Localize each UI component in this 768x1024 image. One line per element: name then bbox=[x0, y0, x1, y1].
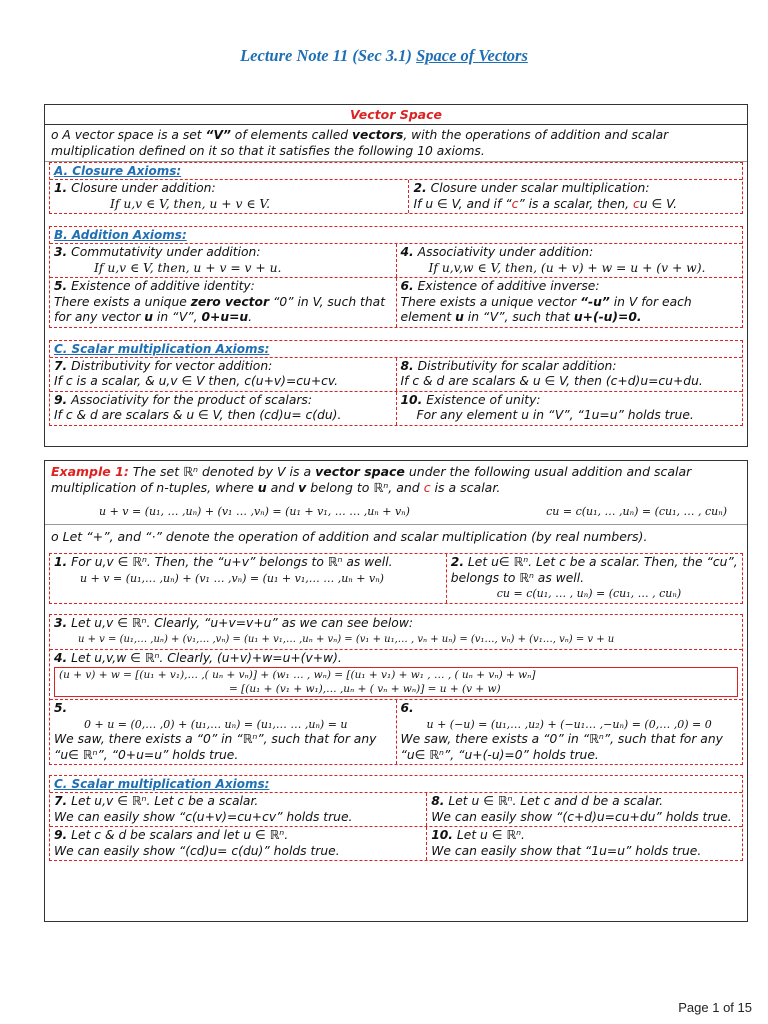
example-term: u bbox=[257, 480, 267, 495]
axiom-number: 5. bbox=[54, 279, 68, 293]
scalar-c: c bbox=[511, 196, 519, 211]
example-addition-section bbox=[49, 614, 743, 766]
example-text: Let u ∈ ℝⁿ. Let c and d be a scalar. bbox=[448, 794, 664, 808]
axiom-title: Existence of unity: bbox=[426, 392, 541, 407]
example-intro bbox=[45, 461, 747, 499]
example-label: Example 1: bbox=[51, 464, 129, 479]
example-formula: u + (−u) = (u₁,… ,u₂) + (−u₁… ,−uₙ) = (0,… ,0) = 0 bbox=[426, 717, 712, 731]
axiom-row bbox=[50, 180, 742, 213]
axiom-title: Closure under scalar multiplication: bbox=[430, 181, 650, 195]
axiom-2 bbox=[408, 180, 742, 213]
axiom-number: 1. bbox=[54, 181, 68, 195]
axiom-text: If c & d are scalars & u ∈ V, then (cd)u= c(du). bbox=[54, 408, 342, 422]
example-4 bbox=[50, 650, 742, 700]
axiom-formula: ” is a scalar, then, bbox=[518, 196, 633, 211]
axiom-term: u+(-u)=0. bbox=[573, 310, 642, 324]
axiom-number: 3. bbox=[54, 615, 68, 630]
axiom-row bbox=[50, 278, 742, 327]
page-number: Page 1 of 15 bbox=[678, 1000, 752, 1015]
axiom-term: 0+u=u bbox=[201, 310, 249, 324]
example-text: Let u,v ∈ ℝⁿ. Let c be a scalar. bbox=[71, 794, 259, 808]
example-term: vector space bbox=[315, 464, 405, 479]
example-row bbox=[50, 650, 742, 701]
example-definitions bbox=[45, 499, 747, 525]
intro-vectors: vectors bbox=[352, 128, 404, 142]
vector-space-box bbox=[44, 104, 748, 447]
example-text: The set ℝⁿ denoted by V is a bbox=[128, 464, 316, 479]
example-text: For u,v ∈ ℝⁿ. Then, the “u+v” belongs to ℝⁿ as well. bbox=[71, 555, 393, 569]
axiom-formula: u ∈ V. bbox=[639, 196, 677, 211]
example-formula: u + v = (u₁,… ,uₙ) + (v₁ … ,vₙ) = (u₁ + v₁,… … ,uₙ + vₙ) bbox=[80, 571, 384, 585]
example-6 bbox=[396, 700, 743, 764]
example-text: under the following usual addition and scalar multiplication of n-tuples, where bbox=[51, 464, 692, 495]
intro-text: of elements called bbox=[230, 128, 352, 142]
closure-axioms-heading: A. Closure Axioms: bbox=[50, 163, 742, 180]
axiom-title: Closure under addition: bbox=[71, 181, 216, 195]
example-text: Let u,v ∈ ℝⁿ. Clearly, “u+v=v+u” as we can see below: bbox=[71, 615, 414, 630]
closure-axioms-section bbox=[49, 162, 743, 214]
example-text: is a scalar. bbox=[430, 480, 501, 495]
axiom-number: 8. bbox=[400, 358, 414, 373]
axiom-term: u bbox=[144, 310, 154, 324]
axiom-number: 4. bbox=[400, 245, 414, 259]
axiom-text: in V for each element bbox=[400, 294, 692, 324]
axiom-1 bbox=[50, 180, 408, 213]
example-term: v bbox=[298, 480, 307, 495]
intro-text: o A vector space is a set bbox=[51, 128, 206, 142]
axiom-number: 3. bbox=[54, 245, 68, 259]
addition-axioms-heading: B. Addition Axioms: bbox=[50, 227, 742, 244]
axiom-number: 6. bbox=[400, 279, 414, 293]
axiom-8 bbox=[396, 358, 743, 391]
axiom-5 bbox=[50, 278, 396, 327]
example-text: We can easily show “(cd)u= c(du)” holds true. bbox=[54, 843, 340, 858]
example-operations-note: o Let “+”, and “·” denote the operation of addition and scalar multiplication (by real numbers). bbox=[51, 529, 648, 544]
axiom-text: If c & d are scalars & u ∈ V, then (c+d)u=cu+du. bbox=[400, 374, 703, 388]
example-text: We saw, there exists a “0” in “ℝⁿ”, such that for any “u∈ ℝⁿ”, “u+(-u)=0” holds true. bbox=[400, 732, 723, 762]
example-scalar-section bbox=[49, 775, 743, 861]
example-row bbox=[50, 700, 742, 764]
axiom-text: in “V”, bbox=[153, 310, 202, 324]
example-9 bbox=[50, 827, 426, 860]
example-row bbox=[50, 793, 742, 827]
axiom-text: For any element u in “V”, “1u=u” holds true. bbox=[416, 408, 694, 422]
addition-axioms-section bbox=[49, 226, 743, 328]
axiom-title: Distributivity for vector addition: bbox=[71, 358, 273, 373]
axiom-number: 2. bbox=[450, 555, 464, 569]
example-text: We saw, there exists a “0” in “ℝⁿ”, such that for any “u∈ ℝⁿ”, “0+u=u” holds true. bbox=[54, 732, 377, 762]
example-row bbox=[50, 554, 742, 603]
axiom-number: 9. bbox=[54, 392, 68, 407]
example-scalar-heading: C. Scalar multiplication Axioms: bbox=[50, 776, 742, 793]
axiom-text: There exists a unique vector bbox=[400, 294, 581, 309]
axiom-row bbox=[50, 392, 742, 425]
example-5 bbox=[50, 700, 396, 764]
example-7 bbox=[50, 793, 426, 826]
axiom-row bbox=[50, 358, 742, 392]
scalar-c: c bbox=[423, 480, 431, 495]
axiom-title: Associativity for the product of scalars: bbox=[71, 392, 312, 407]
example-text: We can easily show “(c+d)u=cu+du” holds true. bbox=[431, 809, 732, 824]
example-text: Let u,v,w ∈ ℝⁿ. Clearly, (u+v)+w=u+(v+w). bbox=[71, 650, 342, 665]
axiom-title: Existence of additive inverse: bbox=[417, 279, 600, 293]
example-row bbox=[50, 615, 742, 650]
vector-space-heading: Vector Space bbox=[45, 105, 747, 125]
example-text: Let c & d be scalars and let u ∈ ℝⁿ. bbox=[71, 828, 289, 842]
axiom-9 bbox=[50, 392, 396, 425]
axiom-formula: If u,v ∈ V, then, u + v = v + u. bbox=[94, 260, 282, 275]
axiom-number: 8. bbox=[431, 794, 445, 808]
scalar-axioms-heading: C. Scalar multiplication Axioms: bbox=[50, 341, 742, 358]
axiom-text: There exists a unique bbox=[54, 294, 191, 309]
axiom-title: Existence of additive identity: bbox=[71, 279, 255, 293]
axiom-number: 10. bbox=[431, 828, 453, 842]
axiom-10 bbox=[396, 392, 743, 425]
example-10 bbox=[426, 827, 742, 860]
scalar-c: c bbox=[632, 196, 640, 211]
example-text: and bbox=[266, 480, 299, 495]
example-text: belong to ℝⁿ, and bbox=[306, 480, 424, 495]
example-box bbox=[44, 460, 748, 922]
axiom-title: Commutativity under addition: bbox=[71, 245, 261, 259]
example-4-formula-box bbox=[54, 667, 738, 697]
axiom-formula: If u ∈ V, and if “ bbox=[413, 196, 512, 211]
vector-space-intro bbox=[45, 125, 747, 162]
axiom-4 bbox=[396, 244, 743, 277]
example-closure-section bbox=[49, 553, 743, 604]
axiom-term: zero vector bbox=[190, 294, 270, 309]
axiom-text: . bbox=[248, 310, 253, 324]
example-formula: u + v = (u₁,… ,uₙ) + (v₁,… ,vₙ) = (u₁ + v₁,… ,uₙ + vₙ) = (v₁ + u₁,… , vₙ + uₙ) = (v₁…, vₙ) + (v₁…, vₙ) = v + u bbox=[78, 634, 615, 645]
example-2 bbox=[446, 554, 742, 603]
axiom-number: 6. bbox=[400, 701, 414, 715]
axiom-6 bbox=[396, 278, 743, 327]
example-text: We can easily show “c(u+v)=cu+cv” holds true. bbox=[54, 809, 353, 824]
axiom-text: “0” in V, such that for any vector bbox=[54, 294, 386, 324]
axiom-formula: If u,v ∈ V, then, u + v ∈ V. bbox=[110, 196, 270, 211]
axiom-text: in “V”, such that bbox=[463, 310, 574, 324]
scalar-definition: cu = c(u₁, … ,uₙ) = (cu₁, … , cuₙ) bbox=[546, 505, 727, 518]
axiom-title: Distributivity for scalar addition: bbox=[417, 358, 617, 373]
axiom-term: “-u” bbox=[580, 294, 610, 309]
scalar-axioms-section bbox=[49, 340, 743, 426]
example-formula: 0 + u = (0,… ,0) + (u₁,… uₙ) = (u₁,… … ,uₙ) = u bbox=[84, 717, 348, 731]
axiom-row bbox=[50, 244, 742, 278]
intro-v: “V” bbox=[205, 128, 231, 142]
example-formula: = [(u₁ + (v₁ + w₁),… ,uₙ + ( vₙ + wₙ)] = u + (v + w) bbox=[229, 683, 501, 695]
axiom-text: If c is a scalar, & u,v ∈ V then, c(u+v)=cu+cv. bbox=[54, 374, 339, 388]
axiom-3 bbox=[50, 244, 396, 277]
axiom-number: 9. bbox=[54, 828, 68, 842]
axiom-number: 2. bbox=[413, 181, 427, 195]
axiom-title: Associativity under addition: bbox=[417, 245, 594, 259]
example-text: Let u∈ ℝⁿ. Let c be a scalar. Then, the “cu”, belongs to ℝⁿ as well. bbox=[450, 555, 738, 585]
example-formula: cu = c(u₁, … , uₙ) = (cu₁, … , cuₙ) bbox=[496, 587, 682, 600]
page-title bbox=[0, 46, 768, 66]
example-8 bbox=[426, 793, 742, 826]
axiom-number: 7. bbox=[54, 794, 68, 808]
example-text: We can easily show that “1u=u” holds true. bbox=[431, 843, 702, 858]
example-text: Let u ∈ ℝⁿ. bbox=[456, 828, 525, 842]
axiom-7 bbox=[50, 358, 396, 391]
example-1 bbox=[50, 554, 446, 603]
axiom-formula: If u,v,w ∈ V, then, (u + v) + w = u + (v + w). bbox=[428, 260, 706, 275]
title-link[interactable]: Space of Vectors bbox=[416, 46, 528, 65]
sum-definition: u + v = (u₁, … ,uₙ) + (v₁ … ,vₙ) = (u₁ + v₁, … … ,uₙ + vₙ) bbox=[99, 505, 410, 518]
example-3 bbox=[50, 615, 742, 649]
axiom-number: 5. bbox=[54, 701, 68, 715]
axiom-number: 4. bbox=[54, 650, 68, 665]
example-formula: (u + v) + w = [(u₁ + v₁),… ,( uₙ + vₙ)] + (w₁ … , wₙ) = [(u₁ + v₁) + w₁ , … , ( uₙ + vₙ) + wₙ] bbox=[59, 669, 536, 681]
axiom-number: 1. bbox=[54, 555, 68, 569]
example-row bbox=[50, 827, 742, 860]
intro-text: , with the operations of addition and scalar multiplication defined on it so that it satisfies the following 10 axioms. bbox=[51, 128, 669, 158]
title-prefix: Lecture Note 11 (Sec 3.1) bbox=[240, 46, 417, 65]
axiom-number: 7. bbox=[54, 358, 68, 373]
axiom-term: u bbox=[455, 310, 464, 324]
axiom-number: 10. bbox=[400, 392, 423, 407]
